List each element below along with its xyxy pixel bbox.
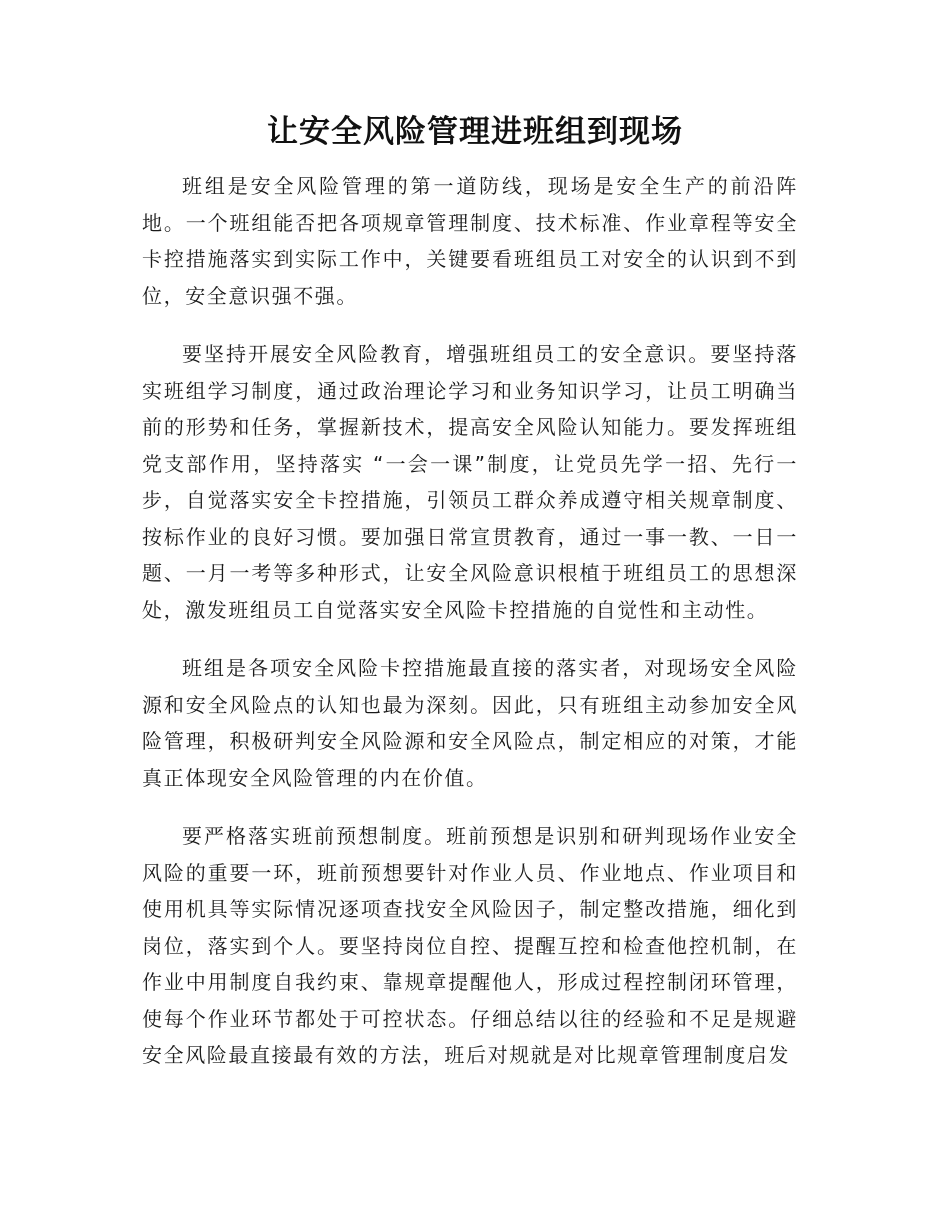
paragraph-3: 班组是各项安全风险卡控措施最直接的落实者，对现场安全风险源和安全风险点的认知也最为深刻。因此，只有班组主动参加安全风险管理，积极研判安全风险源和安全风险点，制定相应的对策，才能真正体现安全风险管理的内在价值。 [142,656,798,790]
paragraph-2: 要坚持开展安全风险教育，增强班组员工的安全意识。要坚持落实班组学习制度，通过政治理论学习和业务知识学习，让员工明确当前的形势和任务，掌握新技术，提高安全风险认知能力。要发挥班组党支部作用，坚持落实 “一会一课”制度，让党员先学一招、先行一步，自觉落实安全卡控措施，引领员工群众养成遵守相关规章制度、按标作业的良好习惯。要加强日常宣贯教育，通过一事一教、一日一题、一月一考等多种形式，让安全风险意识根植于班组员工的思想深处，激发班组员工自觉落实安全风险卡控措施的自觉性和主动性。 [142,342,798,622]
document-title: 让安全风险管理进班组到现场 [267,114,683,150]
paragraph-4: 要严格落实班前预想制度。班前预想是识别和研判现场作业安全风险的重要一环，班前预想要针对作业人员、作业地点、作业项目和使用机具等实际情况逐项查找安全风险因子，制定整改措施，细化到岗位，落实到个人。要坚持岗位自控、提醒互控和检查他控机制，在作业中用制度自我约束、靠规章提醒他人，形成过程控制闭环管理，使每个作业环节都处于可控状态。仔细总结以往的经验和不足是规避安全风险最直接最有效的方法，班后对规就是对比规章管理制度启发 [142,824,798,1067]
paragraph-1: 班组是安全风险管理的第一道防线，现场是安全生产的前沿阵地。一个班组能否把各项规章管理制度、技术标准、作业章程等安全卡控措施落实到实际工作中，关键要看班组员工对安全的认识到不到位，安全意识强不强。 [142,174,798,308]
document-body [142,168,798,1096]
